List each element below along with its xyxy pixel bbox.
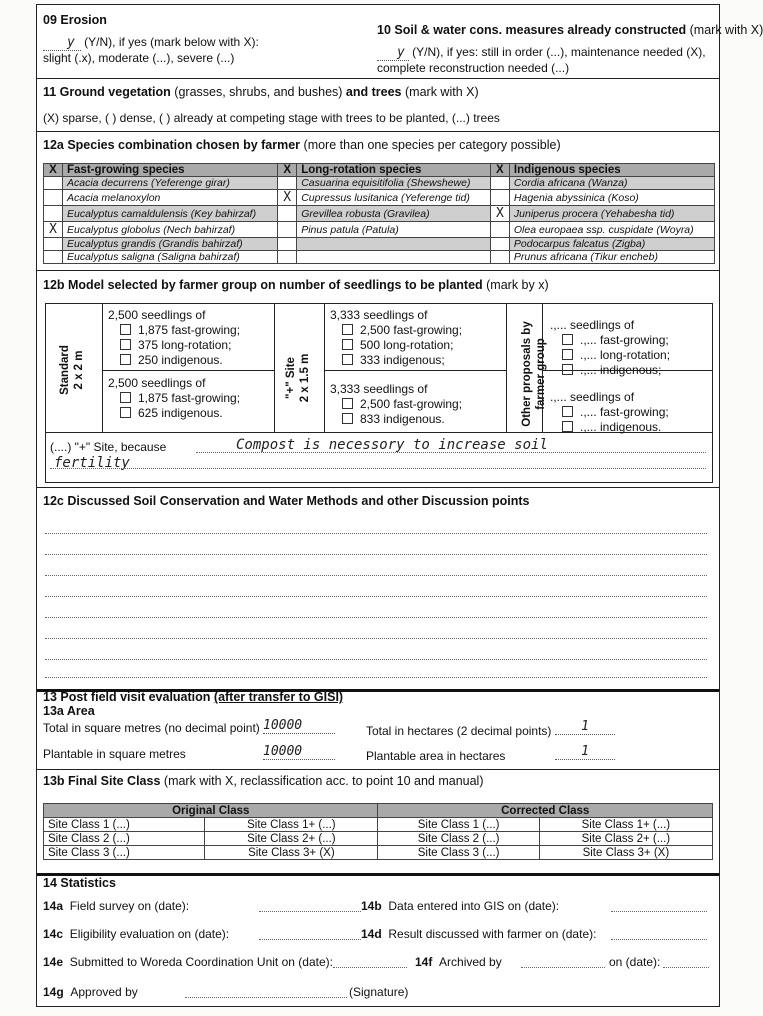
option-head: 3,333 seedlings of [330,382,428,396]
standard-label-text: Standard [59,345,71,395]
date-field[interactable] [259,939,361,940]
site-class-row [44,818,713,832]
dotted-line [45,533,707,534]
option-head: 2,500 seedlings of [108,308,206,322]
long-species: Grevillea robusta (Gravilea) [297,206,491,222]
fast-species: Eucalyptus globolus (Nech bahirzaf) [63,222,278,238]
stat-14f [415,955,502,969]
erosion-line [43,35,259,50]
option-head: .,... seedlings of [550,318,635,332]
long-species-empty [297,251,491,264]
divider [37,769,719,770]
long-header: Long-rotation species [297,164,491,177]
other-label [520,304,552,444]
species-row [44,190,715,206]
option-item: 1,875 fast-growing; [138,391,241,405]
divider [37,487,719,488]
stat-label: Approved by [70,985,138,999]
indig-mark[interactable] [490,177,509,190]
indig-species: Olea europaea ssp. cuspidate (Woyra) [509,222,714,238]
option-item: 2,500 fast-growing; [360,323,463,337]
dotted-line [45,677,707,678]
fast-mark[interactable] [44,206,63,222]
site-class-cell[interactable]: Site Class 1 (...) [44,818,205,832]
section-13b-title [43,774,484,788]
section-12a-hint: (more than one species per category possible) [303,138,561,152]
ha-value[interactable]: 1 [555,719,615,735]
indig-species: Cordia africana (Wanza) [509,177,714,190]
divider [542,304,543,432]
indig-header: Indigenous species [509,164,714,177]
checkbox[interactable] [342,354,353,365]
long-x-header: X [278,164,297,177]
species-row [44,177,715,190]
plus-option-1[interactable] [330,308,462,368]
site-class-header-row [44,804,713,818]
indig-mark[interactable] [490,238,509,251]
archived-by-field[interactable] [521,967,605,968]
other-option-2[interactable] [550,390,669,435]
checkbox[interactable] [562,349,573,360]
divider [37,270,719,271]
section-12c-title: 12c Discussed Soil Conservation and Water Methods and other Discussion points [43,494,530,508]
option-item: .,... fast-growing; [580,333,669,347]
long-mark [278,251,297,264]
sqm-label: Total in square metres (no decimal point) [43,721,260,735]
fast-mark[interactable] [44,251,63,264]
stat-key: 14d [361,927,382,941]
checkbox[interactable] [562,364,573,375]
section-10-title [377,23,763,37]
species-row [44,251,715,264]
species-table [43,163,715,264]
stat-label: Eligibility evaluation on (date): [69,927,230,941]
original-class-header: Original Class [44,804,378,818]
standard-size: 2 x 2 m [73,350,85,390]
psqm-label: Plantable in square metres [43,747,186,761]
form-page [36,4,763,1007]
long-mark[interactable]: X [278,190,297,206]
section-11-hint: (mark with X) [405,85,479,99]
long-mark[interactable] [278,177,297,190]
swc-yn-label: (Y/N), if yes: still in order (...), maintenance needed (X), [412,45,706,59]
stat-label: Result discussed with farmer on (date): [388,927,597,941]
indig-species: Prunus africana (Tikur encheb) [509,251,714,264]
date-field[interactable] [663,967,709,968]
date-field[interactable] [611,911,707,912]
long-mark [278,238,297,251]
dotted-line [196,452,706,453]
option-item: .,... indigenous. [580,420,662,434]
fast-species: Eucalyptus grandis (Grandis bahirzaf) [63,238,278,251]
other-option-1[interactable] [550,318,670,378]
stat-label: Field survey on (date): [69,899,190,913]
long-species: Pinus patula (Patula) [297,222,491,238]
fast-species: Acacia melanoxylon [63,190,278,206]
site-class-cell[interactable]: Site Class 2 (...) [378,832,539,846]
stat-14c [43,927,229,941]
option-head: .,... seedlings of [550,390,635,404]
option-item: .,... long-rotation; [580,348,671,362]
divider [37,78,719,79]
standard-option-2[interactable] [108,376,240,421]
fast-species: Acacia decurrens (Yeferenge girar) [63,177,278,190]
corrected-class-header: Corrected Class [378,804,713,818]
pha-value[interactable]: 1 [555,744,615,760]
divider [102,370,274,371]
plus-size: 2 x 1.5 m [299,353,311,403]
dotted-line [45,638,707,639]
section-09-title: 09 Erosion [43,13,107,27]
dotted-line [45,659,707,660]
section-13-title-text: 13 Post field visit evaluation [43,690,211,704]
long-species: Cupressus lusitanica (Yeferenge tid) [297,190,491,206]
species-row [44,206,715,222]
checkbox[interactable] [120,354,131,365]
erosion-levels[interactable]: slight (.x), moderate (...), severe (...) [43,51,235,65]
fast-mark[interactable] [44,177,63,190]
other-label-text: Other proposals by [521,321,533,427]
stat-14d [361,927,596,941]
option-item: 2,500 fast-growing; [360,397,463,411]
long-species-empty [297,238,491,251]
sqm-value[interactable]: 10000 [263,718,335,734]
signature-field[interactable] [185,997,347,998]
indig-mark[interactable] [490,222,509,238]
ha-label: Total in hectares (2 decimal points) [366,724,552,738]
option-head: 2,500 seedlings of [108,376,206,390]
dotted-line [45,596,707,597]
fast-species: Eucalyptus camaldulensis (Key bahirzaf) [63,206,278,222]
plus-label-text: "+" Site [285,357,297,399]
site-class-cell[interactable]: Site Class 3+ (X) [539,846,712,860]
checkbox[interactable] [342,398,353,409]
site-class-cell[interactable]: Site Class 2 (...) [44,832,205,846]
vegetation-options[interactable]: (X) sparse, ( ) dense, ( ) already at competing stage with trees to be planted, (...) trees [43,111,500,125]
erosion-yn-label: (Y/N), if yes (mark below with X): [84,35,259,49]
site-class-row [44,846,713,860]
fast-mark[interactable] [44,190,63,206]
section-11-title-text: 11 Ground vegetation [43,85,171,99]
section-11-title-rest: (grasses, shrubs, and bushes) [174,85,343,99]
indig-x-header: X [490,164,509,177]
checkbox[interactable] [342,413,353,424]
signature-label: (Signature) [349,985,409,999]
divider [102,304,103,432]
date-field[interactable] [259,911,361,912]
site-class-cell[interactable]: Site Class 2+ (...) [205,832,378,846]
indig-species: Hagenia abyssinica (Koso) [509,190,714,206]
site-class-row [44,832,713,846]
species-row [44,222,715,238]
other-label-text2: farmer group [535,338,547,410]
because-handwriting-1[interactable]: Compost is necessory to increase soil [236,437,548,453]
swc-line [377,45,706,60]
section-13-title [43,690,343,704]
dotted-line [45,617,707,618]
long-mark[interactable] [278,206,297,222]
stat-label: Submitted to Woreda Coordination Unit on (date): [69,955,333,969]
checkbox[interactable] [120,392,131,403]
section-11-title [43,85,479,99]
date-field[interactable] [333,967,407,968]
option-item: 250 indigenous. [138,353,223,367]
plus-label [284,318,316,438]
option-item: .,... indigenous; [580,363,662,377]
fast-x-header: X [44,164,63,177]
option-item: 625 indigenous. [138,406,223,420]
fast-species: Eucalyptus saligna (Saligna bahirzaf) [63,251,278,264]
section-13a-title: 13a Area [43,704,95,718]
standard-option-1[interactable] [108,308,240,368]
section-12b-title-text: 12b Model selected by farmer group on number of seedlings to be planted [43,278,483,292]
fast-mark[interactable] [44,238,63,251]
stat-14e [43,955,333,969]
checkbox[interactable] [342,324,353,335]
indig-mark[interactable] [490,251,509,264]
checkbox[interactable] [562,334,573,345]
stat-14b [361,899,559,913]
site-class-cell[interactable]: Site Class 3 (...) [44,846,205,860]
stat-key: 14a [43,899,64,913]
option-item: 833 indigenous. [360,412,445,426]
section-10-hint: (mark with X) [689,23,763,37]
because-label: (....) "+" Site, because [50,440,167,454]
stat-key: 14c [43,927,64,941]
because-handwriting-2[interactable]: fertility [54,455,130,471]
erosion-answer[interactable]: y [43,35,81,51]
checkbox[interactable] [120,407,131,418]
fast-header: Fast-growing species [63,164,278,177]
site-class-table [43,803,713,860]
stat-14g [43,985,138,999]
option-item: 1,875 fast-growing; [138,323,241,337]
option-item: 500 long-rotation; [360,338,454,352]
swc-line2: complete reconstruction needed (...) [377,61,570,75]
section-12a-title-text: 12a Species combination chosen by farmer [43,138,301,152]
dotted-line [45,554,707,555]
model-box [45,303,713,483]
site-class-cell[interactable]: Site Class 2+ (...) [539,832,712,846]
stat-14f-date-label: on (date): [609,955,661,969]
indig-species: Juniperus procera (Yehabesha tid) [509,206,714,222]
section-10-title-text: 10 Soil & water cons. measures already constructed [377,23,687,37]
stat-label: Data entered into GIS on (date): [388,899,560,913]
checkbox[interactable] [562,406,573,417]
indig-mark[interactable] [490,190,509,206]
checkbox[interactable] [120,339,131,350]
divider [324,304,325,432]
stat-key: 14f [415,955,433,969]
checkbox[interactable] [562,421,573,432]
option-item: .,... fast-growing; [580,405,669,419]
species-header-row [44,164,715,177]
divider [324,370,506,371]
site-class-cell[interactable]: Site Class 3 (...) [378,846,539,860]
date-field[interactable] [611,939,707,940]
plus-option-2[interactable] [330,382,462,427]
section-11-title-b2: and trees [345,85,402,99]
site-class-cell[interactable]: Site Class 1+ (...) [539,818,712,832]
option-head: 3,333 seedlings of [330,308,428,322]
dotted-line [45,575,707,576]
standard-label [58,310,90,430]
divider [506,304,507,432]
section-14-title: 14 Statistics [43,876,116,890]
swc-answer[interactable]: y [377,45,409,61]
pha-label: Plantable area in hectares [366,749,506,763]
long-mark[interactable] [278,222,297,238]
section-13-title-note: (after transfer to GISI) [213,690,344,704]
species-row [44,238,715,251]
site-class-cell[interactable]: Site Class 3+ (X) [205,846,378,860]
section-13b-title-text: 13b Final Site Class [43,774,161,788]
option-item: 375 long-rotation; [138,338,232,352]
divider [37,873,719,876]
site-class-cell[interactable]: Site Class 1+ (...) [205,818,378,832]
stat-label: Archived by [439,955,502,969]
section-12a-title [43,138,561,152]
indig-mark[interactable]: X [490,206,509,222]
long-species: Casuarina equisitifolia (Shewshewe) [297,177,491,190]
section-12b-title [43,278,549,292]
psqm-value[interactable]: 10000 [263,744,335,760]
section-12b-hint: (mark by x) [486,278,549,292]
checkbox[interactable] [120,324,131,335]
fast-mark[interactable]: X [44,222,63,238]
section-13b-hint: (mark with X, reclassification acc. to point 10 and manual) [163,774,484,788]
stat-14a [43,899,189,913]
option-item: 333 indigenous; [360,353,445,367]
stat-key: 14g [43,985,64,999]
stat-key: 14e [43,955,64,969]
stat-key: 14b [361,899,382,913]
site-class-cell[interactable]: Site Class 1 (...) [378,818,539,832]
divider [274,304,275,432]
divider [37,131,719,132]
checkbox[interactable] [342,339,353,350]
indig-species: Podocarpus falcatus (Zigba) [509,238,714,251]
dotted-line [50,468,706,469]
